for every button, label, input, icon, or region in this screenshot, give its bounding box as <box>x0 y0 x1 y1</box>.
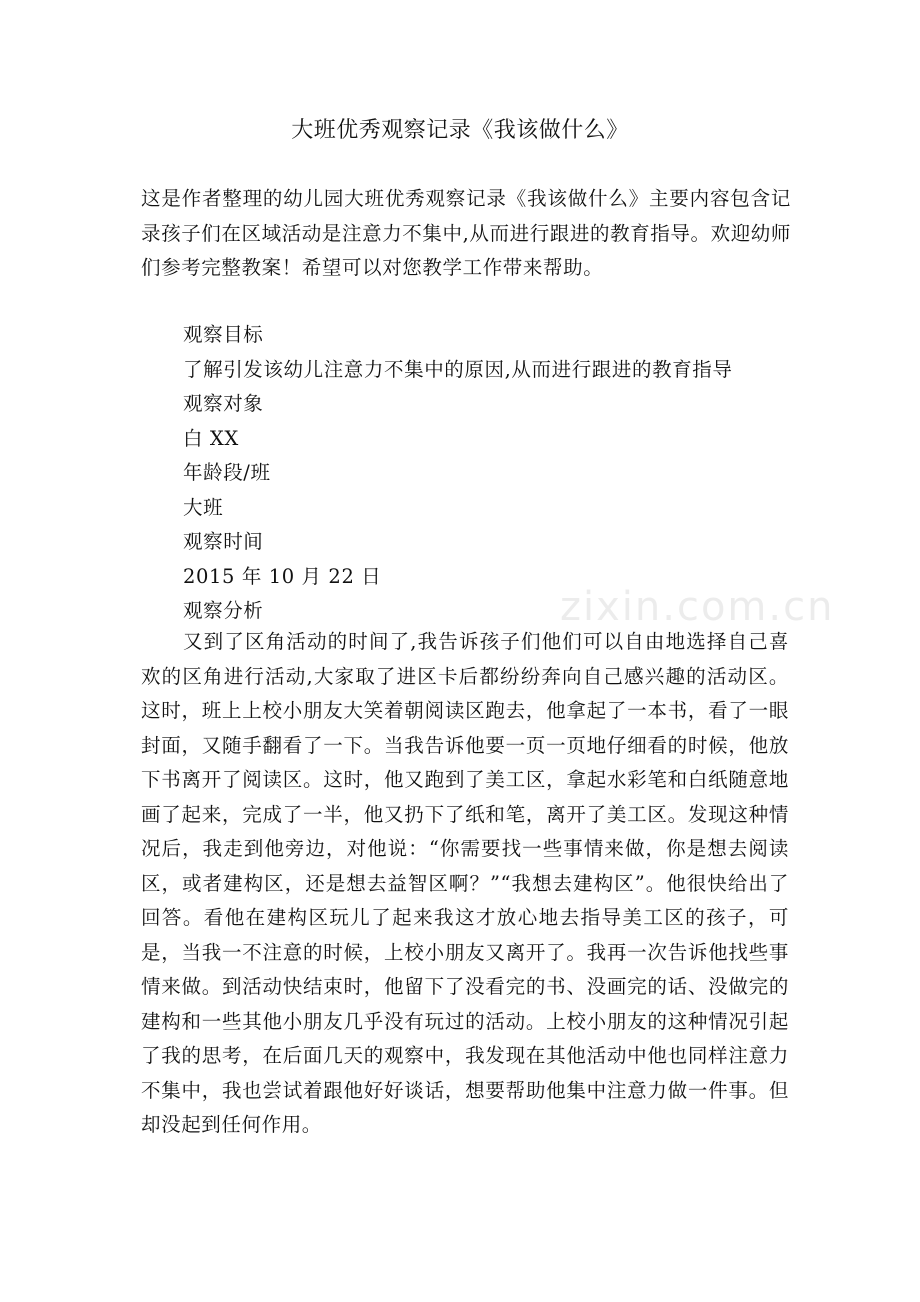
intro-paragraph: 这是作者整理的幼儿园大班优秀观察记录《我该做什么》主要内容包含记录孩子们在区域活动是注意力不集中,从而进行跟进的教育指导。欢迎幼师们参考完整教案！希望可以对您教学工作带来帮助。 <box>141 187 791 279</box>
watermark: zixin.com.cn <box>560 584 835 630</box>
document-title: 大班优秀观察记录《我该做什么》 <box>291 118 629 143</box>
field-value-subject: 白 XX <box>183 426 239 450</box>
field-value-class: 大班 <box>183 495 224 519</box>
field-label-analysis: 观察分析 <box>183 599 264 622</box>
observation-fields <box>183 318 803 629</box>
field-value-time: 2015 年 10 月 22 日 <box>183 564 382 588</box>
field-label-subject: 观察对象 <box>183 392 264 415</box>
field-label-class: 年龄段/班 <box>183 461 271 484</box>
field-value-goal: 了解引发该幼儿注意力不集中的原因,从而进行跟进的教育指导 <box>183 357 733 381</box>
field-label-time: 观察时间 <box>183 530 264 553</box>
analysis-paragraph: 又到了区角活动的时间了,我告诉孩子们他们可以自由地选择自己喜欢的区角进行活动,大家取了进区卡后都纷纷奔向自己感兴趣的活动区。这时，班上上校小朋友大笑着朝阅读区跑去，他拿起了一本书，看了一眼封面，又随手翻看了一下。当我告诉他要一页一页地仔细看的时候，他放下书离开了阅读区。这时，他又跑到了美工区，拿起水彩笔和白纸随意地画了起来，完成了一半，他又扔下了纸和笔，离开了美工区。发现这种情况后，我走到他旁边，对他说：“你需要找一些事情来做，你是想去阅读区，或者建构区，还是想去益智区啊？”“我想去建构区”。他很快给出了回答。看他在建构区玩儿了起来我这才放心地去指导美工区的孩子，可是，当我一不注意的时候，上校小朋友又离开了。我再一次告诉他找些事情来做。到活动快结束时，他留下了没看完的书、没画完的话、没做完的建构和一些其他小朋友几乎没有玩过的活动。上校小朋友的这种情况引起了我的思考，在后面几天的观察中，我发现在其他活动中他也同样注意力不集中，我也尝试着跟他好好谈话，想要帮助他集中注意力做一件事。但却没起到任何作用。 <box>141 630 789 1136</box>
field-label-goal: 观察目标 <box>183 323 264 346</box>
